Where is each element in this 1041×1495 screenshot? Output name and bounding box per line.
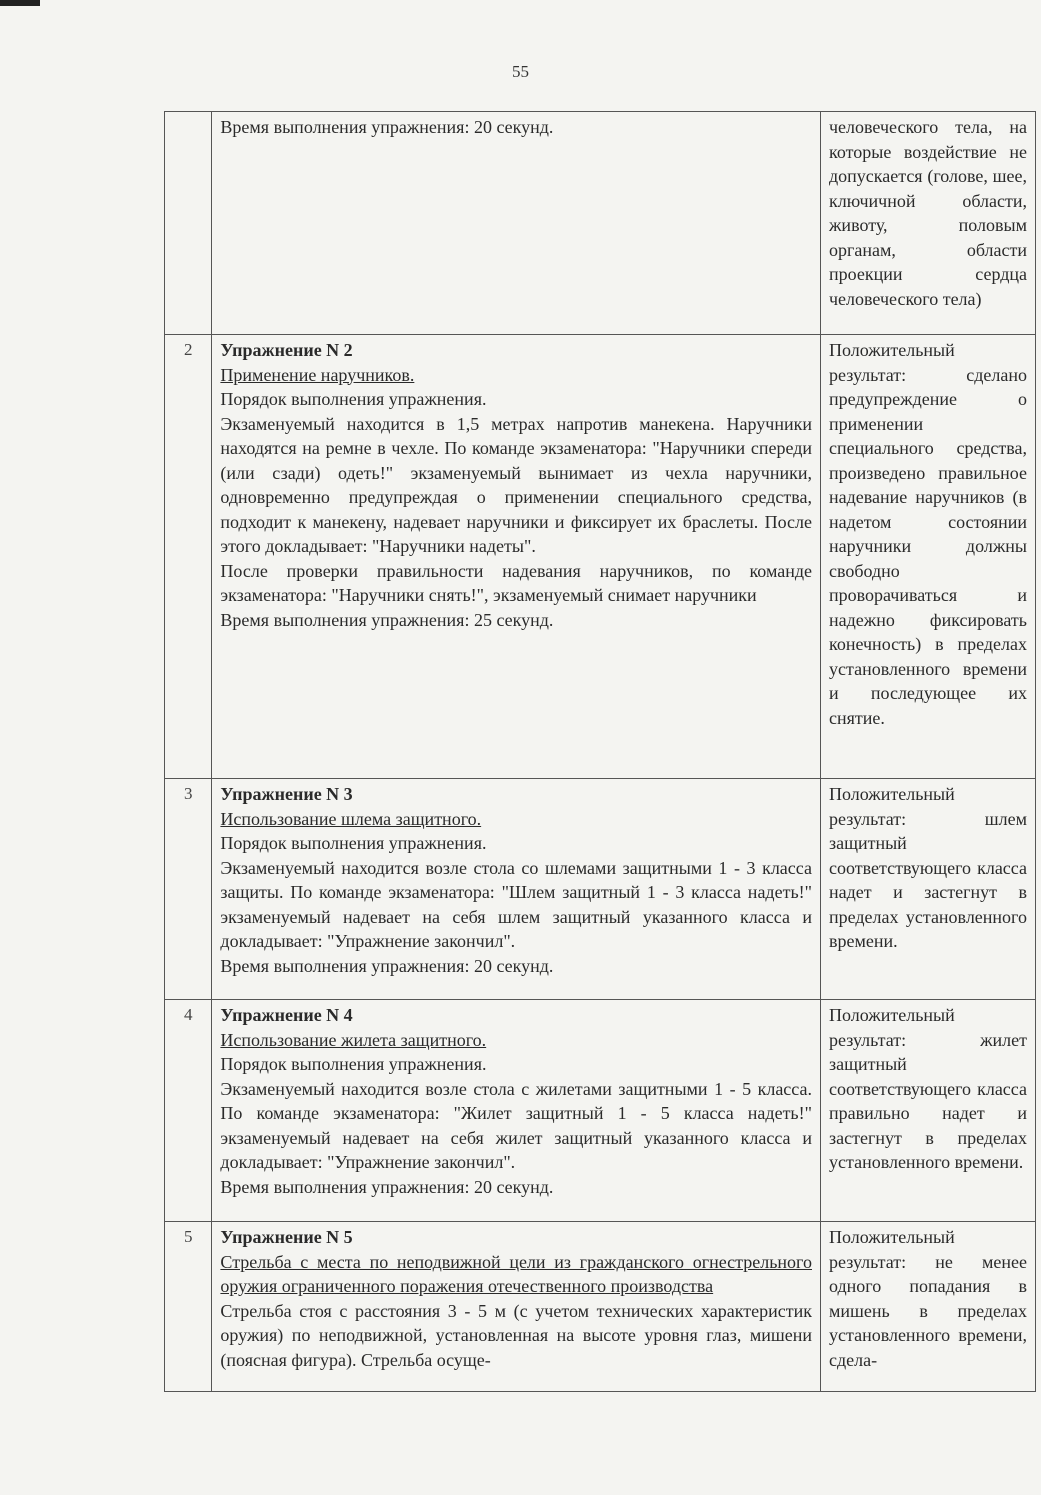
description-line: Порядок выполнения упражнения. bbox=[220, 389, 487, 409]
scan-edge bbox=[0, 0, 40, 6]
exercise-description bbox=[212, 1222, 821, 1392]
expected-result: Положительный результат: не менее одного попадания в мишень в пределах установленного времени, сдела- bbox=[821, 1222, 1036, 1392]
exercise-description bbox=[212, 335, 821, 779]
row-number: 2 bbox=[165, 335, 212, 779]
exercise-description bbox=[212, 779, 821, 1000]
description-line: Время выполнения упражнения: 20 секунд. bbox=[220, 1176, 554, 1197]
description-line: После проверки правильности надевания наручников, по команде экзаменатора: "Наручники снять!", экзаменуемый снимает наручники bbox=[220, 560, 812, 605]
table-row bbox=[165, 335, 1036, 779]
expected-result: Положительный результат: сделано предупреждение о применении специального средства, произведено правильное надевание наручников (в надетом состоянии наручники должны свободно проворачиваться и надежно фиксировать конечность) в пределах установленного времени и последующее их снятие. bbox=[821, 335, 1036, 779]
exercise-subtitle: Стрельба с места по неподвижной цели из гражданского огнестрельного оружия ограниченного поражения отечественного производства bbox=[220, 1251, 812, 1296]
exercise-description bbox=[212, 112, 821, 335]
description-line: Порядок выполнения упражнения. bbox=[220, 1054, 487, 1074]
description-line: Стрельба стоя с расстояния 3 - 5 м (с учетом технических характеристик оружия) по неподвижной, установленная на высоте уровня глаз, мишени (поясная фигура). Стрельба осуще- bbox=[220, 1300, 812, 1370]
exercise-description bbox=[212, 1000, 821, 1222]
description-line: Экзаменуемый находится возле стола со шлемами защитными 1 - 3 класса защиты. По команде экзаменатора: "Шлем защитный 1 - 3 класса надеть!" экзаменуемый надевает на себя шлем защитный указанного класса и докладывает: "Упражнение закончил". bbox=[220, 857, 812, 951]
page-number: 55 bbox=[512, 62, 529, 81]
row-number bbox=[165, 112, 212, 335]
row-number: 3 bbox=[165, 779, 212, 1000]
exercise-subtitle: Применение наручников. bbox=[220, 364, 415, 385]
description-line: Время выполнения упражнения: 20 секунд. bbox=[220, 117, 554, 137]
table-row bbox=[165, 112, 1036, 335]
exercise-title: Упражнение N 5 bbox=[220, 1227, 353, 1247]
exercise-table bbox=[164, 111, 1036, 1392]
table-row bbox=[165, 1222, 1036, 1392]
description-line: Экзаменуемый находится возле стола с жилетами защитными 1 - 5 класса. По команде экзаменатора: "Жилет защитный 1 - 5 класса надеть!" экзаменуемый надевает на себя жилет защитный указанного класса и докладывает: "Упражнение закончил". bbox=[220, 1078, 812, 1172]
expected-result: Положительный результат: шлем защитный соответствующего класса надет и застегнут в пределах установленного времени. bbox=[821, 779, 1036, 1000]
description-line: Порядок выполнения упражнения. bbox=[220, 833, 487, 853]
description-line: Экзаменуемый находится в 1,5 метрах напротив манекена. Наручники находятся на ремне в чехле. По команде экзаменатора: "Наручники спереди (или сзади) одеть!" экзаменуемый вынимает из чехла наручники, одновременно предупреждая о применении специального средства, подходит к манекену, надевает наручники и фиксирует их браслеты. После этого докладывает: "Наручники надеты". bbox=[220, 413, 812, 556]
exercise-title: Упражнение N 3 bbox=[220, 784, 353, 804]
exercise-title: Упражнение N 2 bbox=[220, 340, 353, 360]
row-number: 4 bbox=[165, 1000, 212, 1222]
exercise-subtitle: Использование шлема защитного. bbox=[220, 808, 482, 829]
description-line: Время выполнения упражнения: 20 секунд. bbox=[220, 955, 554, 976]
table-row bbox=[165, 1000, 1036, 1222]
row-number: 5 bbox=[165, 1222, 212, 1392]
exercise-subtitle: Использование жилета защитного. bbox=[220, 1029, 487, 1050]
table-row bbox=[165, 779, 1036, 1000]
description-line: Время выполнения упражнения: 25 секунд. bbox=[220, 609, 554, 630]
expected-result: человеческого тела, на которые воздействие не допускается (голове, шее, ключичной области, животу, половым органам, области проекции сердца человеческого тела) bbox=[821, 112, 1036, 335]
expected-result: Положительный результат: жилет защитный соответствующего класса правильно надет и застегнут в пределах установленного времени. bbox=[821, 1000, 1036, 1222]
exercise-title: Упражнение N 4 bbox=[220, 1005, 353, 1025]
